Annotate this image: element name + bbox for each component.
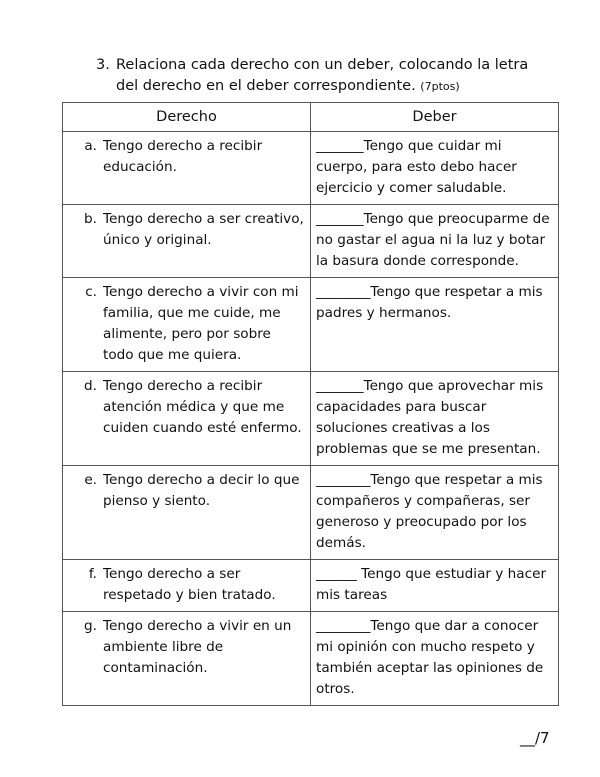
instruction-line-1: Relaciona cada derecho con un deber, colocando la letra <box>116 57 529 73</box>
right-letter: b. <box>84 211 97 227</box>
right-cell <box>63 132 311 205</box>
duty-cell[interactable]: _______Tengo que aprovechar mis capacidades para buscar soluciones creativas a los problemas que se me presentan. <box>311 372 559 466</box>
table-row <box>63 132 559 205</box>
right-letter: e. <box>84 472 97 488</box>
right-letter: c. <box>85 284 97 300</box>
right-cell <box>63 372 311 466</box>
right-text: Tengo derecho a decir lo que pienso y siento. <box>103 472 300 509</box>
right-text: Tengo derecho a recibir atención médica y que me cuiden cuando esté enfermo. <box>103 378 302 436</box>
header-duties: Deber <box>311 103 559 132</box>
table-row <box>63 372 559 466</box>
right-cell <box>63 612 311 706</box>
duty-cell[interactable]: _______Tengo que cuidar mi cuerpo, para esto debo hacer ejercicio y comer saludable. <box>311 132 559 205</box>
right-letter: g. <box>84 618 97 634</box>
instruction-line-2-text: del derecho en el deber correspondiente. <box>116 78 416 94</box>
table-header-row <box>63 103 559 132</box>
instruction-line-2 <box>116 75 460 98</box>
duty-cell[interactable]: ______ Tengo que estudiar y hacer mis tareas <box>311 560 559 612</box>
right-cell <box>63 205 311 278</box>
question-number: 3. <box>96 57 110 73</box>
right-text: Tengo derecho a ser respetado y bien tratado. <box>103 566 276 603</box>
right-text: Tengo derecho a vivir en un ambiente libre de contaminación. <box>103 618 292 676</box>
right-text: Tengo derecho a recibir educación. <box>103 138 263 175</box>
rights-duties-table <box>62 102 559 706</box>
right-text: Tengo derecho a vivir con mi familia, que me cuide, me alimente, pero por sobre todo que me quiera. <box>103 284 299 363</box>
table-row <box>63 466 559 560</box>
right-cell <box>63 278 311 372</box>
right-letter: a. <box>84 138 97 154</box>
right-cell <box>63 466 311 560</box>
table-row <box>63 278 559 372</box>
points-label: (7ptos) <box>420 80 460 93</box>
right-cell <box>63 560 311 612</box>
table-row <box>63 205 559 278</box>
duty-cell[interactable]: ________Tengo que respetar a mis padres y hermanos. <box>311 278 559 372</box>
right-letter: d. <box>84 378 97 394</box>
duty-cell[interactable]: _______Tengo que preocuparme de no gastar el agua ni la luz y botar la basura donde corresponde. <box>311 205 559 278</box>
right-text: Tengo derecho a ser creativo, único y original. <box>103 211 304 248</box>
right-letter: f. <box>88 566 97 582</box>
table-row <box>63 560 559 612</box>
score-field[interactable]: __/7 <box>520 729 550 747</box>
header-rights: Derecho <box>63 103 311 132</box>
duty-cell[interactable]: ________Tengo que dar a conocer mi opinión con mucho respeto y también aceptar las opiniones de otros. <box>311 612 559 706</box>
duty-cell[interactable]: ________Tengo que respetar a mis compañeros y compañeras, ser generoso y preocupado por los demás. <box>311 466 559 560</box>
table-row <box>63 612 559 706</box>
